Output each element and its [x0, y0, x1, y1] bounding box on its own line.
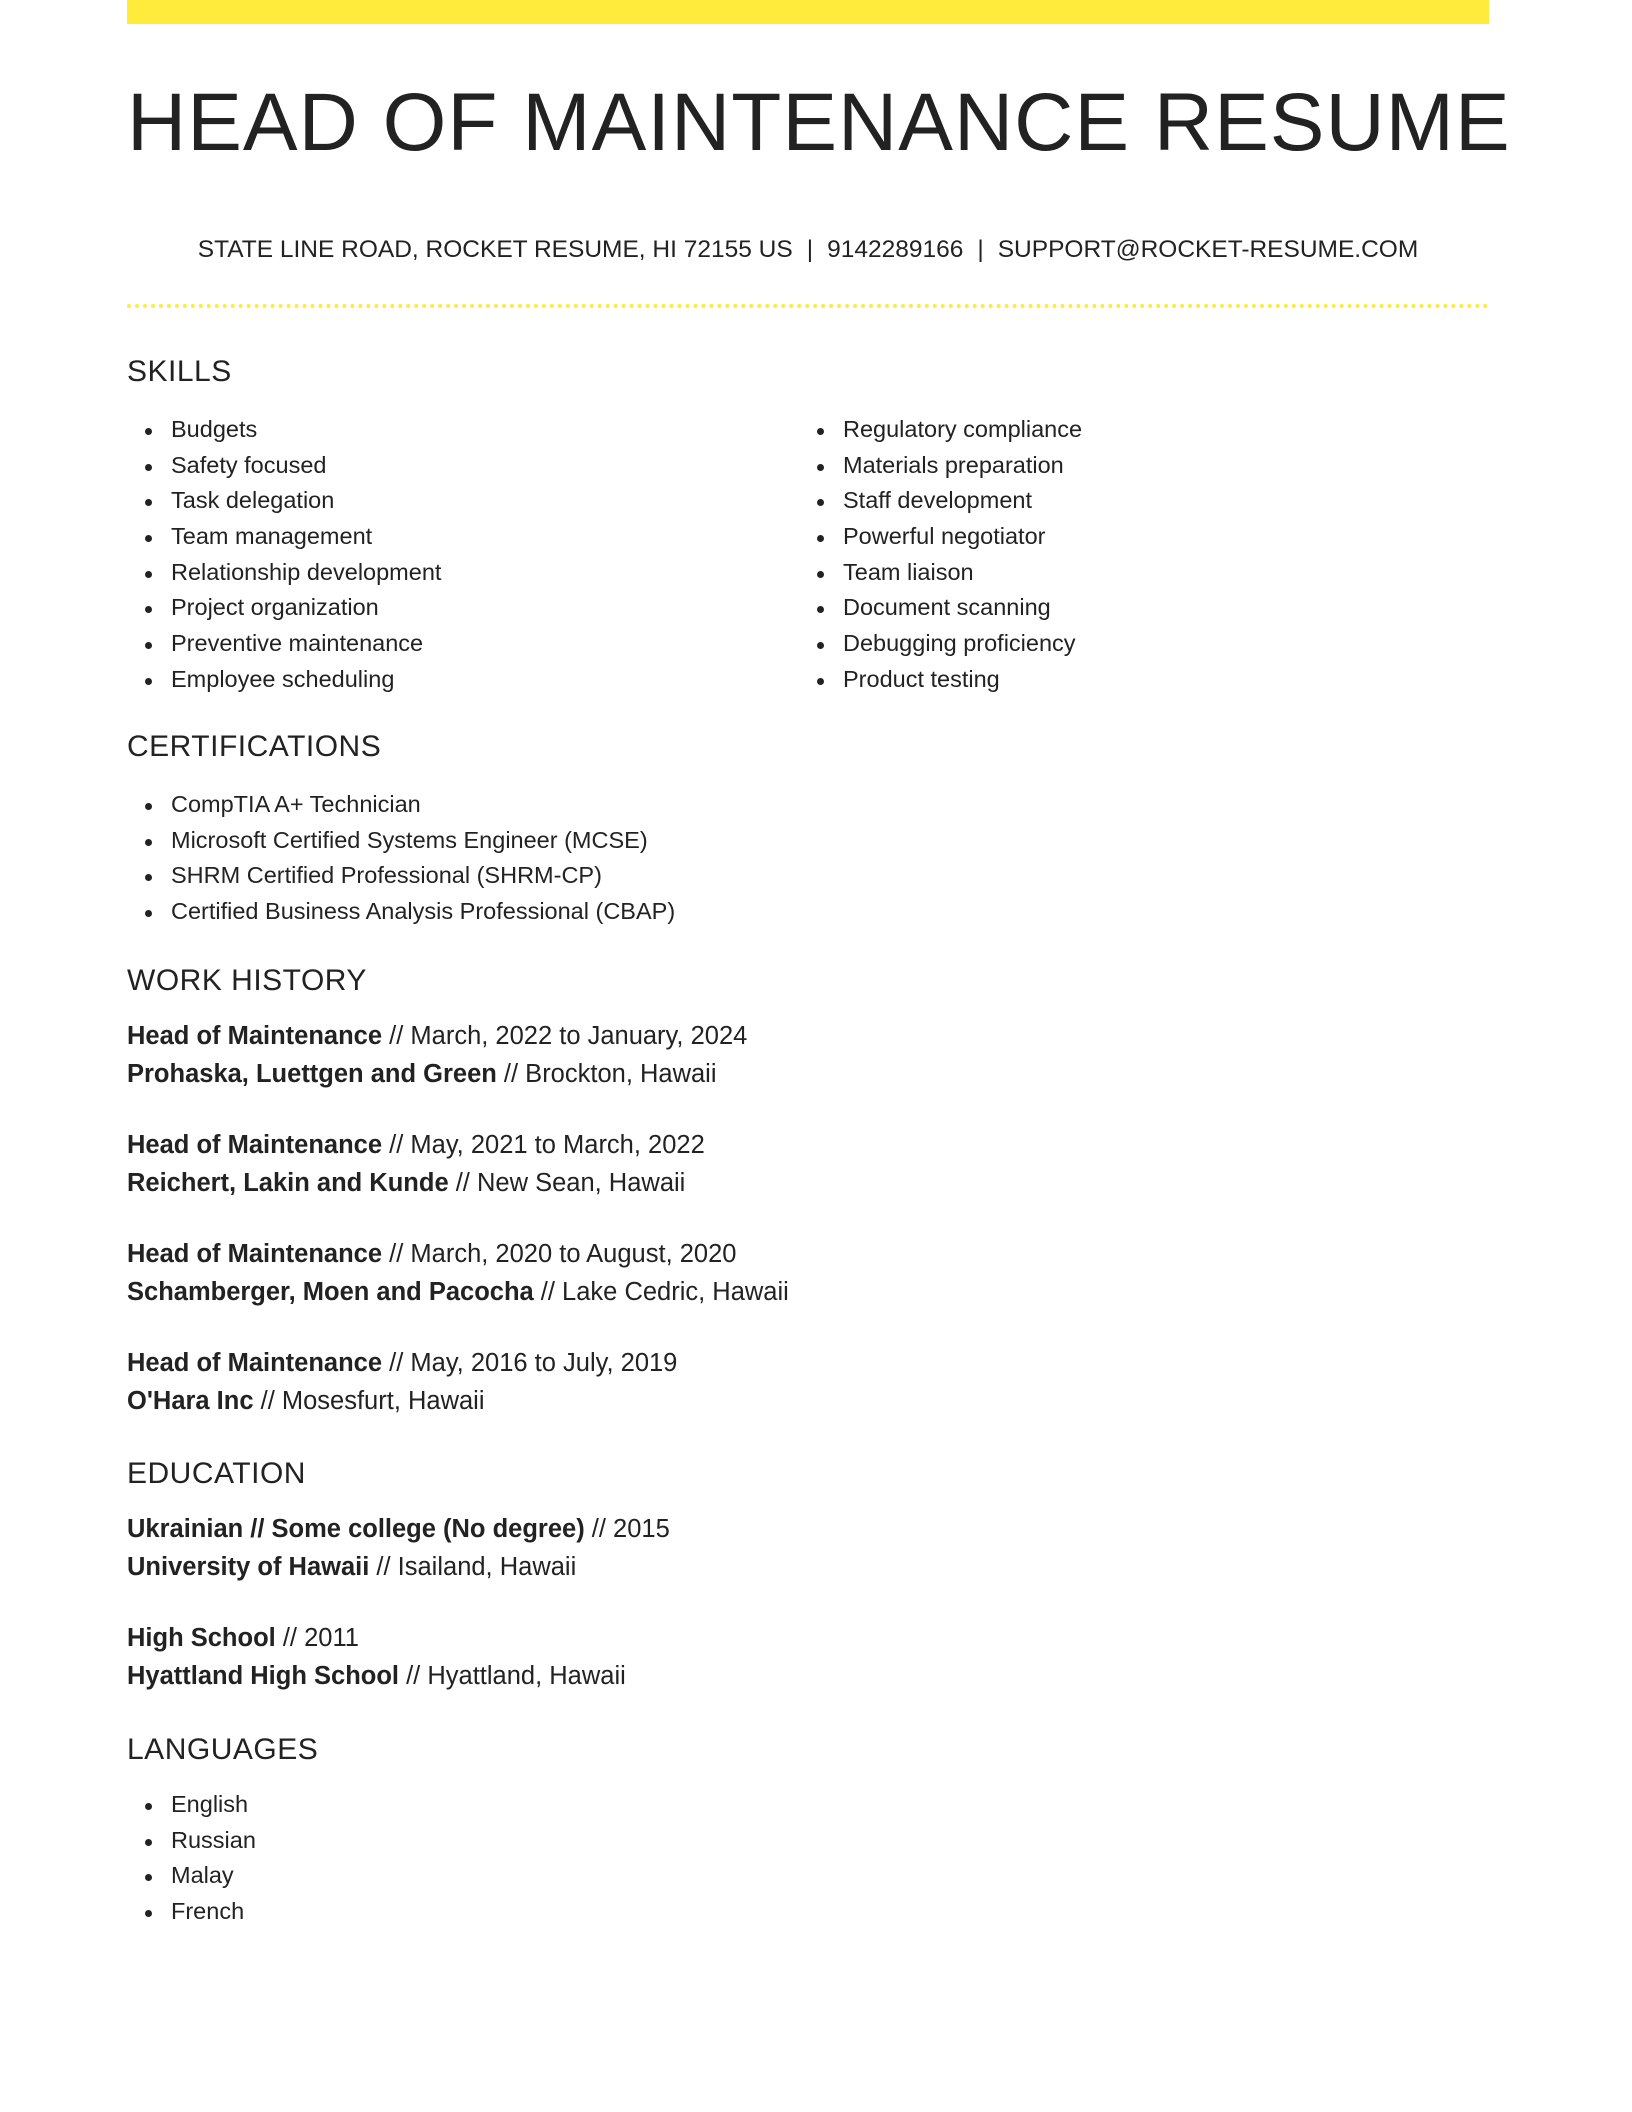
skill-item: Safety focused: [127, 448, 799, 484]
skill-item: Team management: [127, 519, 799, 555]
skill-item: Debugging proficiency: [799, 626, 1471, 662]
certifications-list: [127, 787, 1489, 930]
work-history-section: [127, 966, 1489, 1420]
skill-item: Task delegation: [127, 483, 799, 519]
company-line: [127, 1165, 1489, 1203]
contact-separator: |: [977, 236, 984, 263]
languages-list: [127, 1787, 1489, 1930]
work-entry: [127, 1345, 1489, 1420]
contact-line: [127, 236, 1489, 264]
certifications-section: [127, 732, 1489, 930]
skills-column-left: [127, 412, 799, 698]
job-location: // Mosesfurt, Hawaii: [253, 1386, 485, 1415]
dotted-divider: [127, 304, 1489, 308]
skills-column-right: [799, 412, 1471, 698]
skill-item: Team liaison: [799, 555, 1471, 591]
section-title-certifications: CERTIFICATIONS: [127, 730, 382, 763]
skills-list-right: [799, 412, 1471, 698]
language-item: Malay: [127, 1858, 1489, 1894]
work-entry: [127, 1018, 1489, 1093]
degree-line: [127, 1511, 1489, 1549]
job-line: [127, 1236, 1489, 1274]
certification-item: CompTIA A+ Technician: [127, 787, 1489, 823]
education-school: University of Hawaii: [127, 1552, 370, 1581]
contact-address: STATE LINE ROAD, ROCKET RESUME, HI 72155 US: [197, 236, 793, 263]
company-line: [127, 1383, 1489, 1421]
job-company: Reichert, Lakin and Kunde: [127, 1168, 449, 1197]
education-year: // 2011: [275, 1624, 359, 1652]
contact-email: SUPPORT@ROCKET-RESUME.COM: [997, 236, 1419, 263]
certification-item: Microsoft Certified Systems Engineer (MCSE): [127, 823, 1489, 859]
skill-item: Preventive maintenance: [127, 626, 799, 662]
skills-section: [127, 357, 1489, 698]
school-line: [127, 1658, 1489, 1696]
company-line: [127, 1274, 1489, 1312]
certification-item: SHRM Certified Professional (SHRM-CP): [127, 858, 1489, 894]
job-company: Schamberger, Moen and Pacocha: [127, 1277, 534, 1306]
education-location: // Isailand, Hawaii: [369, 1552, 577, 1581]
company-line: [127, 1056, 1489, 1094]
accent-bar: [127, 0, 1489, 24]
language-item: Russian: [127, 1823, 1489, 1859]
section-title-education: EDUCATION: [127, 1457, 306, 1490]
languages-section: [127, 1735, 1489, 1930]
job-role: Head of Maintenance: [127, 1131, 383, 1159]
job-dates: // May, 2021 to March, 2022: [382, 1131, 705, 1159]
skill-item: Materials preparation: [799, 448, 1471, 484]
job-company: Prohaska, Luettgen and Green: [127, 1059, 497, 1088]
education-entries: [127, 1511, 1489, 1695]
job-line: [127, 1127, 1489, 1165]
job-company: O'Hara Inc: [127, 1386, 254, 1415]
skill-item: Powerful negotiator: [799, 519, 1471, 555]
work-entries: [127, 1018, 1489, 1420]
skill-item: Regulatory compliance: [799, 412, 1471, 448]
education-degree: Ukrainian // Some college (No degree): [127, 1515, 585, 1543]
job-dates: // May, 2016 to July, 2019: [382, 1349, 678, 1377]
skill-item: Employee scheduling: [127, 662, 799, 698]
job-location: // New Sean, Hawaii: [448, 1168, 686, 1197]
skills-list-left: [127, 412, 799, 698]
job-role: Head of Maintenance: [127, 1022, 383, 1050]
degree-line: [127, 1620, 1489, 1658]
section-title-skills: SKILLS: [127, 355, 232, 388]
education-entry: [127, 1511, 1489, 1586]
skill-item: Project organization: [127, 590, 799, 626]
contact-separator: |: [806, 236, 814, 263]
job-location: // Lake Cedric, Hawaii: [533, 1277, 789, 1306]
skill-item: Relationship development: [127, 555, 799, 591]
education-degree: High School: [127, 1624, 276, 1652]
school-line: [127, 1549, 1489, 1587]
section-title-work-history: WORK HISTORY: [127, 964, 367, 997]
skill-item: Staff development: [799, 483, 1471, 519]
language-item: English: [127, 1787, 1489, 1823]
section-title-languages: LANGUAGES: [127, 1733, 319, 1766]
education-school: Hyattland High School: [127, 1661, 400, 1690]
job-location: // Brockton, Hawaii: [496, 1059, 717, 1088]
job-dates: // March, 2022 to January, 2024: [382, 1022, 748, 1050]
contact-phone: 9142289166: [827, 236, 964, 263]
job-line: [127, 1345, 1489, 1383]
job-role: Head of Maintenance: [127, 1349, 383, 1377]
education-section: [127, 1459, 1489, 1695]
job-role: Head of Maintenance: [127, 1240, 383, 1268]
certification-item: Certified Business Analysis Professional (CBAP): [127, 894, 1489, 930]
page-title: HEAD OF MAINTENANCE RESUME: [127, 77, 1511, 168]
education-year: // 2015: [584, 1515, 670, 1543]
work-entry: [127, 1127, 1489, 1202]
skill-item: Budgets: [127, 412, 799, 448]
education-entry: [127, 1620, 1489, 1695]
skills-columns: [127, 412, 1489, 698]
job-line: [127, 1018, 1489, 1056]
skill-item: Document scanning: [799, 590, 1471, 626]
job-dates: // March, 2020 to August, 2020: [382, 1240, 737, 1268]
education-location: // Hyattland, Hawaii: [399, 1661, 626, 1690]
language-item: French: [127, 1894, 1489, 1930]
skill-item: Product testing: [799, 662, 1471, 698]
work-entry: [127, 1236, 1489, 1311]
